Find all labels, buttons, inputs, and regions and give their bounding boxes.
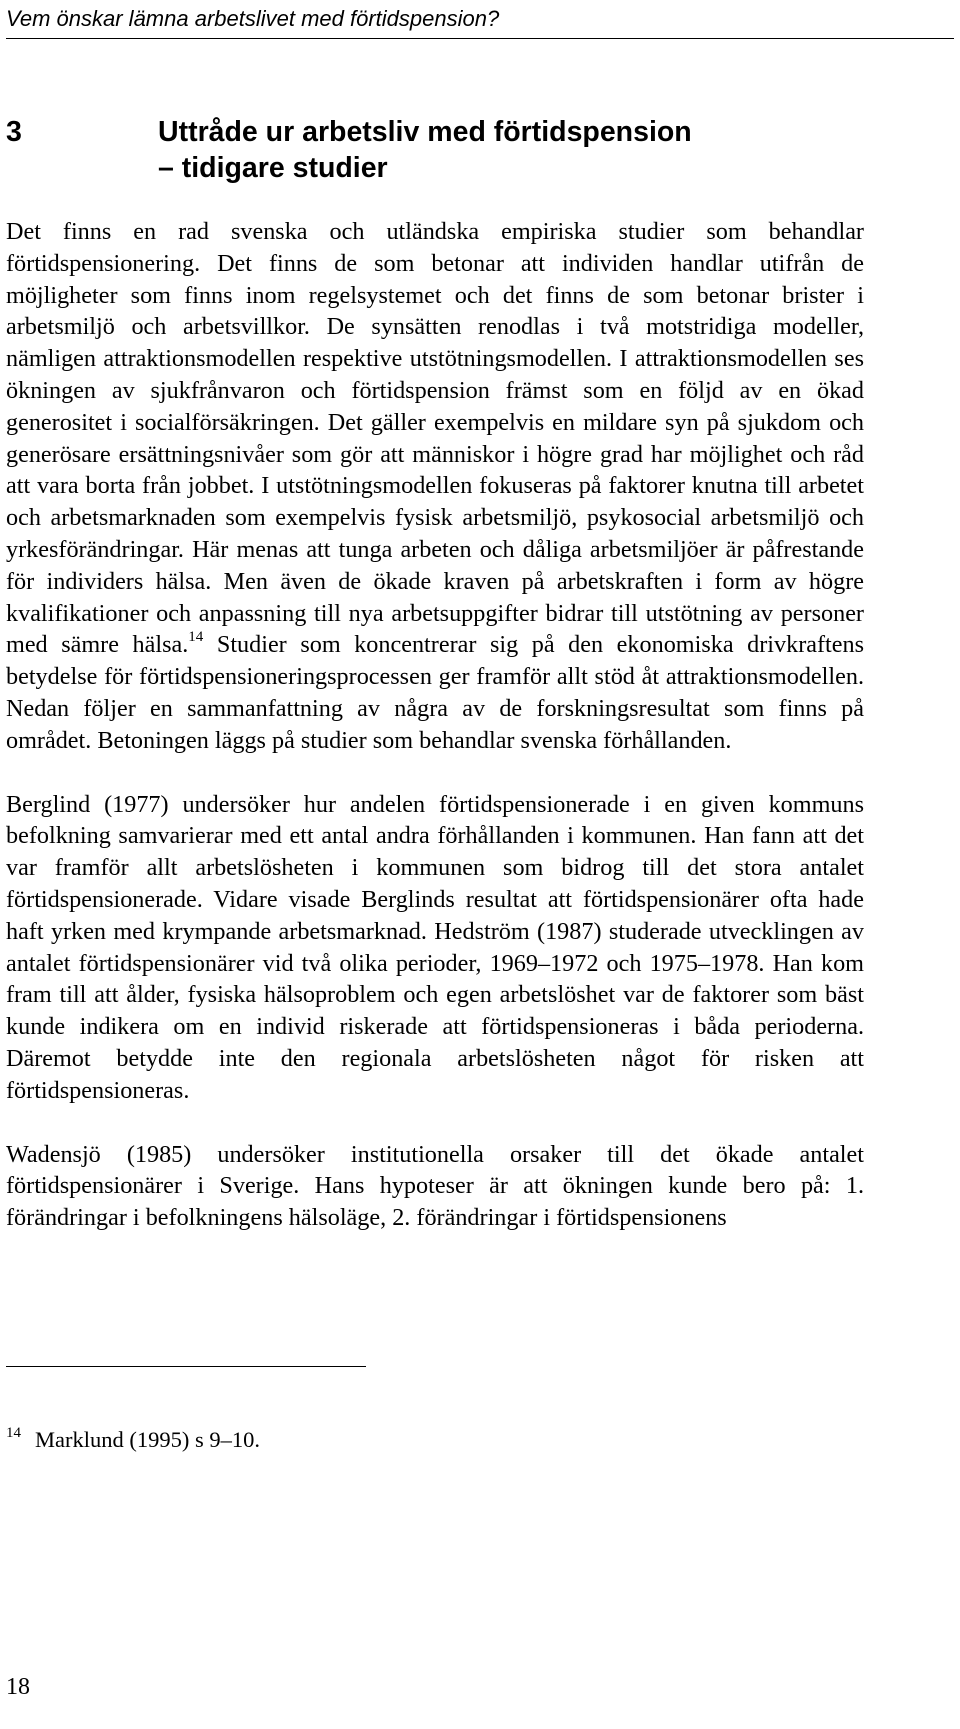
page-number: 18 — [6, 1674, 30, 1700]
chapter-number: 3 — [6, 116, 22, 148]
footnote — [6, 1418, 906, 1455]
paragraph-2: Berglind (1977) undersöker hur andelen förtidspensionerade i en given kommuns befolkning samvarierar med ett antal andra förhållanden i kommunen. Han fann att det var framför allt arbetslösheten i kommunen som bidrog till det stora antalet förtidspensionerade. Vidare visade Berglinds resultat att förtidspensionärer ofta hade haft yrken med krympande arbetsmarknad. Hedström (1987) studerade utvecklingen av antalet förtidspensionärer vid två olika perioder, 1969–1972 och 1975–1978. Han kom fram till att ålder, fysiska hälsoproblem och egen arbetslöshet var de faktorer som bäst kunde indikera om en individ riskerade att förtidspensioneras i båda perioderna. Däremot betydde inte den regionala arbetslösheten något för risken att förtidspensioneras. — [6, 790, 864, 1104]
paragraph-1-text-b: Studier som koncentrerar sig på den ekonomiska drivkraftens betydelse för förtidspensioneringsprocessen ger framför allt stöd åt attraktionsmodellen. Nedan följer en sammanfattning av några av de forskningsresultat som finns på området. Betoningen läggs på studier som behandlar svenska förhållanden. — [6, 631, 865, 754]
footnote-mark: 14 — [6, 1425, 21, 1441]
paragraph-3: Wadensjö (1985) undersöker institutionella orsaker till det ökade antalet förtidspensionärer i Sverige. Hans hypoteser är att ökningen kunde bero på: 1. förändringar i befolkningens hälsoläge, 2. förändringar i förtidspensionens — [6, 1140, 864, 1232]
paragraph-1-text-a: Det finns en rad svenska och utländska empiriska studier som behandlar förtidspensionering. Det finns de som betonar att individen handlar utifrån de möjligheter som finns inom regelsystemet och det finns de som betonar brister i arbetsmiljö och arbetsvillkor. De synsätten renodlas i två motstridiga modeller, nämligen attraktionsmodellen respektive utstötningsmodellen. I attraktionsmodellen ses ökningen av sjukfrånvaron och förtidspension främst som en följd av en ökad generositet i socialförsäkringen. Det gäller exempelvis en mildare syn på sjukdom och generösare ersättningsnivåer som gör att människor i högre grad har möjlighet och råd att vara borta från jobbet. I utstötningsmodellen fokuseras på faktorer knutna till arbetet och arbetsmarknaden som exempelvis fysisk arbetsmiljö, psykosocial arbetsmiljö och yrkesförändringar. Här menas att tunga arbeten och dåliga arbetsmiljöer är påfrestande för individers hälsa. Men även de ökade kraven på arbetskraften i form av högre kvalifikationer och anpassning till nya arbetsuppgifter bidrar till utstötning av personer med sämre hälsa. — [6, 218, 864, 659]
chapter-title — [158, 114, 938, 186]
chapter-title-line-1: Uttråde ur arbetsliv med förtidspension — [158, 116, 692, 148]
body-text — [6, 216, 864, 1234]
paragraph-1 — [6, 216, 864, 757]
footnote-reference[interactable]: 14 — [188, 629, 204, 646]
running-header: Vem önskar lämna arbetslivet med förtidspension? — [6, 4, 954, 39]
footnote-separator — [6, 1366, 366, 1367]
chapter-title-line-2: – tidigare studier — [158, 152, 388, 184]
footnote-text: Marklund (1995) s 9–10. — [35, 1427, 260, 1452]
